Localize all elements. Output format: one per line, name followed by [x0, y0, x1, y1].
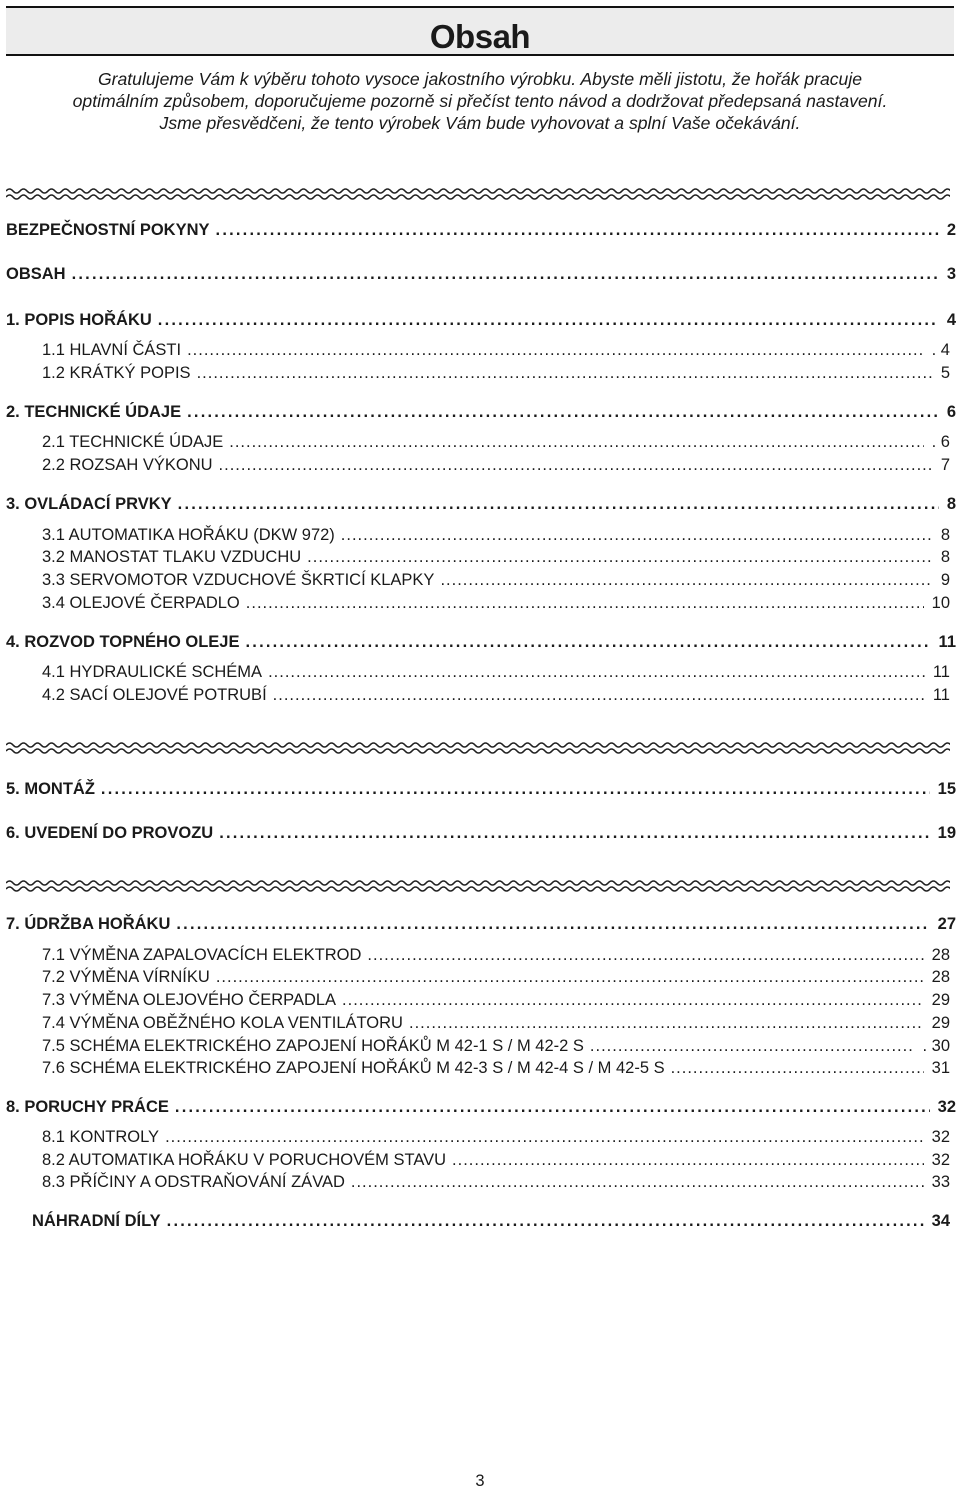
page-number: 3 [475, 1472, 485, 1490]
toc-leader [187, 339, 924, 361]
toc-label: 2. TECHNICKÉ ÚDAJE [6, 403, 182, 421]
intro-paragraph [0, 68, 960, 134]
toc-leader [165, 1126, 924, 1148]
toc-page: 2 [946, 221, 956, 239]
toc-entry[interactable] [0, 1012, 950, 1034]
toc-entry[interactable] [0, 263, 956, 285]
toc-entry[interactable] [0, 1149, 950, 1171]
toc-label: 2.2 ROZSAH VÝKONU [42, 456, 213, 474]
toc-entry[interactable] [0, 569, 950, 591]
toc-label: 4.1 HYDRAULICKÉ SCHÉMA [42, 663, 263, 681]
toc-label: 7.4 VÝMĚNA OBĚŽNÉHO KOLA VENTILÁTORU [42, 1014, 403, 1032]
toc-label: NÁHRADNÍ DÍLY [32, 1212, 161, 1230]
toc-page: 31 [931, 1059, 950, 1077]
toc-label: 7.6 SCHÉMA ELEKTRICKÉHO ZAPOJENÍ HOŘÁKŮ M 42-3 S / M 42-4 S / M 42-5 S [42, 1059, 665, 1077]
toc-leader [72, 263, 939, 285]
toc-leader [216, 966, 924, 988]
toc-page: 11 [938, 633, 956, 651]
toc-leader [342, 989, 924, 1011]
toc-label: 4.2 SACÍ OLEJOVÉ POTRUBÍ [42, 686, 267, 704]
toc-entry[interactable] [0, 431, 950, 453]
toc-page: 11 [932, 686, 950, 704]
toc-label: 7.3 VÝMĚNA OLEJOVÉHO ČERPADLA [42, 991, 337, 1009]
toc-page: 29 [931, 991, 950, 1009]
toc-leader [101, 778, 930, 800]
toc-entry[interactable] [0, 524, 950, 546]
toc-entry[interactable] [0, 493, 956, 515]
toc-entry[interactable] [0, 546, 950, 568]
toc-label: 7.5 SCHÉMA ELEKTRICKÉHO ZAPOJENÍ HOŘÁKŮ M 42-1 S / M 42-2 S [42, 1037, 584, 1055]
toc-label: 5. MONTÁŽ [6, 780, 95, 798]
toc-page: 19 [937, 824, 956, 842]
toc-page: 11 [932, 663, 950, 681]
toc-leader [246, 592, 924, 614]
toc-entry[interactable] [0, 684, 950, 706]
wave-divider [6, 740, 950, 756]
toc-page: 32 [937, 1098, 956, 1116]
toc-label: 6. UVEDENÍ DO PROVOZU [6, 824, 214, 842]
toc-page: 33 [931, 1173, 950, 1191]
toc-entry[interactable] [0, 661, 950, 683]
toc-leader [246, 631, 931, 653]
toc-leader [452, 1149, 924, 1171]
toc-leader [307, 546, 933, 568]
toc-entry[interactable] [0, 339, 950, 361]
toc-page: 28 [931, 946, 950, 964]
toc-label: 1.1 HLAVNÍ ČÁSTI [42, 341, 182, 359]
toc-entry[interactable] [0, 913, 956, 935]
intro-line: optimálním způsobem, doporučujeme pozorně si přečíst tento návod a dodržovat předepsaná nastavení. [72, 91, 888, 111]
toc-leader [197, 362, 933, 384]
toc-page: 5 [940, 364, 950, 382]
toc-label: 3.2 MANOSTAT TLAKU VZDUCHU [42, 548, 302, 566]
toc-entry[interactable] [0, 631, 956, 653]
wave-divider [6, 186, 950, 202]
toc-page: 34 [931, 1212, 950, 1230]
toc-leader [268, 661, 925, 683]
toc-entry[interactable] [0, 989, 950, 1011]
toc-leader [187, 401, 939, 423]
toc-leader [273, 684, 925, 706]
toc-leader [219, 822, 929, 844]
toc-entry[interactable] [0, 362, 950, 384]
toc-page: 8 [946, 495, 956, 513]
toc-entry[interactable] [0, 309, 956, 331]
toc-label: 8.3 PŘÍČINY A ODSTRAŇOVÁNÍ ZÁVAD [42, 1173, 345, 1191]
wave-divider [6, 878, 950, 894]
toc-label: 3.4 OLEJOVÉ ČERPADLO [42, 594, 240, 612]
toc-entry[interactable] [0, 401, 956, 423]
page-title: Obsah [429, 18, 531, 55]
toc-page: 9 [940, 571, 950, 589]
toc-entry[interactable] [0, 1210, 950, 1232]
toc-leader [671, 1057, 924, 1079]
toc-page: 3 [946, 265, 956, 283]
toc-label: 7.1 VÝMĚNA ZAPALOVACÍCH ELEKTROD [42, 946, 362, 964]
toc-entry[interactable] [0, 1171, 950, 1193]
toc-leader [590, 1035, 915, 1057]
toc-leader [219, 454, 933, 476]
toc-label: 3.3 SERVOMOTOR VZDUCHOVÉ ŠKRTICÍ KLAPKY [42, 571, 435, 589]
toc-label: 7.2 VÝMĚNA VÍRNÍKU [42, 968, 210, 986]
toc-entry[interactable] [0, 778, 956, 800]
toc-page: 10 [931, 594, 950, 612]
toc-leader [440, 569, 932, 591]
toc-label: OBSAH [6, 265, 66, 283]
intro-line: Jsme přesvědčeni, že tento výrobek Vám bude vyhovovat a splní Vaše očekávání. [159, 113, 801, 133]
toc-page: 6 [946, 403, 956, 421]
toc-page: 4 [946, 311, 956, 329]
toc-entry[interactable] [0, 1057, 950, 1079]
toc-entry[interactable] [0, 1096, 956, 1118]
toc-page: . 6 [931, 433, 950, 451]
toc-page: . 30 [922, 1037, 950, 1055]
title-bar [6, 6, 954, 56]
toc-page: 8 [940, 548, 950, 566]
toc-entry[interactable] [0, 1126, 950, 1148]
toc-label: 4. ROZVOD TOPNÉHO OLEJE [6, 633, 240, 651]
toc-page: 32 [931, 1151, 950, 1169]
toc-page: . 4 [931, 341, 950, 359]
toc-leader [229, 431, 923, 453]
toc-label: 1. POPIS HOŘÁKU [6, 311, 152, 329]
toc-page: 28 [931, 968, 950, 986]
toc-entry[interactable] [0, 944, 950, 966]
toc-leader [341, 524, 933, 546]
toc-leader [167, 1210, 924, 1232]
toc-label: 2.1 TECHNICKÉ ÚDAJE [42, 433, 224, 451]
toc-label: 8.2 AUTOMATIKA HOŘÁKU V PORUCHOVÉM STAVU [42, 1151, 447, 1169]
toc-leader [158, 309, 939, 331]
toc-label: 8.1 KONTROLY [42, 1128, 160, 1146]
toc-entry[interactable] [0, 592, 950, 614]
toc-entry[interactable] [0, 219, 956, 241]
toc-entry[interactable] [0, 454, 950, 476]
toc-label: 1.2 KRÁTKÝ POPIS [42, 364, 191, 382]
toc-leader [176, 913, 929, 935]
toc-entry[interactable] [0, 822, 956, 844]
toc-label: 3.1 AUTOMATIKA HOŘÁKU (DKW 972) [42, 526, 335, 544]
toc-leader [216, 219, 939, 241]
toc-label: BEZPEČNOSTNÍ POKYNY [6, 221, 210, 239]
toc-label: 7. ÚDRŽBA HOŘÁKU [6, 915, 171, 933]
toc-entry[interactable] [0, 1035, 950, 1057]
toc-page: 15 [937, 780, 956, 798]
toc-leader [175, 1096, 930, 1118]
toc-leader [367, 944, 923, 966]
toc-page: 8 [940, 526, 950, 544]
toc-page: 27 [937, 915, 956, 933]
toc-page: 29 [931, 1014, 950, 1032]
toc-label: 8. PORUCHY PRÁCE [6, 1098, 169, 1116]
intro-line: Gratulujeme Vám k výběru tohoto vysoce jakostního výrobku. Abyste měli jistotu, že hořák pracuje [97, 69, 863, 89]
toc-page: 32 [931, 1128, 950, 1146]
toc-label: 3. OVLÁDACÍ PRVKY [6, 495, 172, 513]
toc-leader [409, 1012, 924, 1034]
toc-leader [178, 493, 939, 515]
toc-entry[interactable] [0, 966, 950, 988]
toc-page: 7 [940, 456, 950, 474]
toc-leader [351, 1171, 924, 1193]
